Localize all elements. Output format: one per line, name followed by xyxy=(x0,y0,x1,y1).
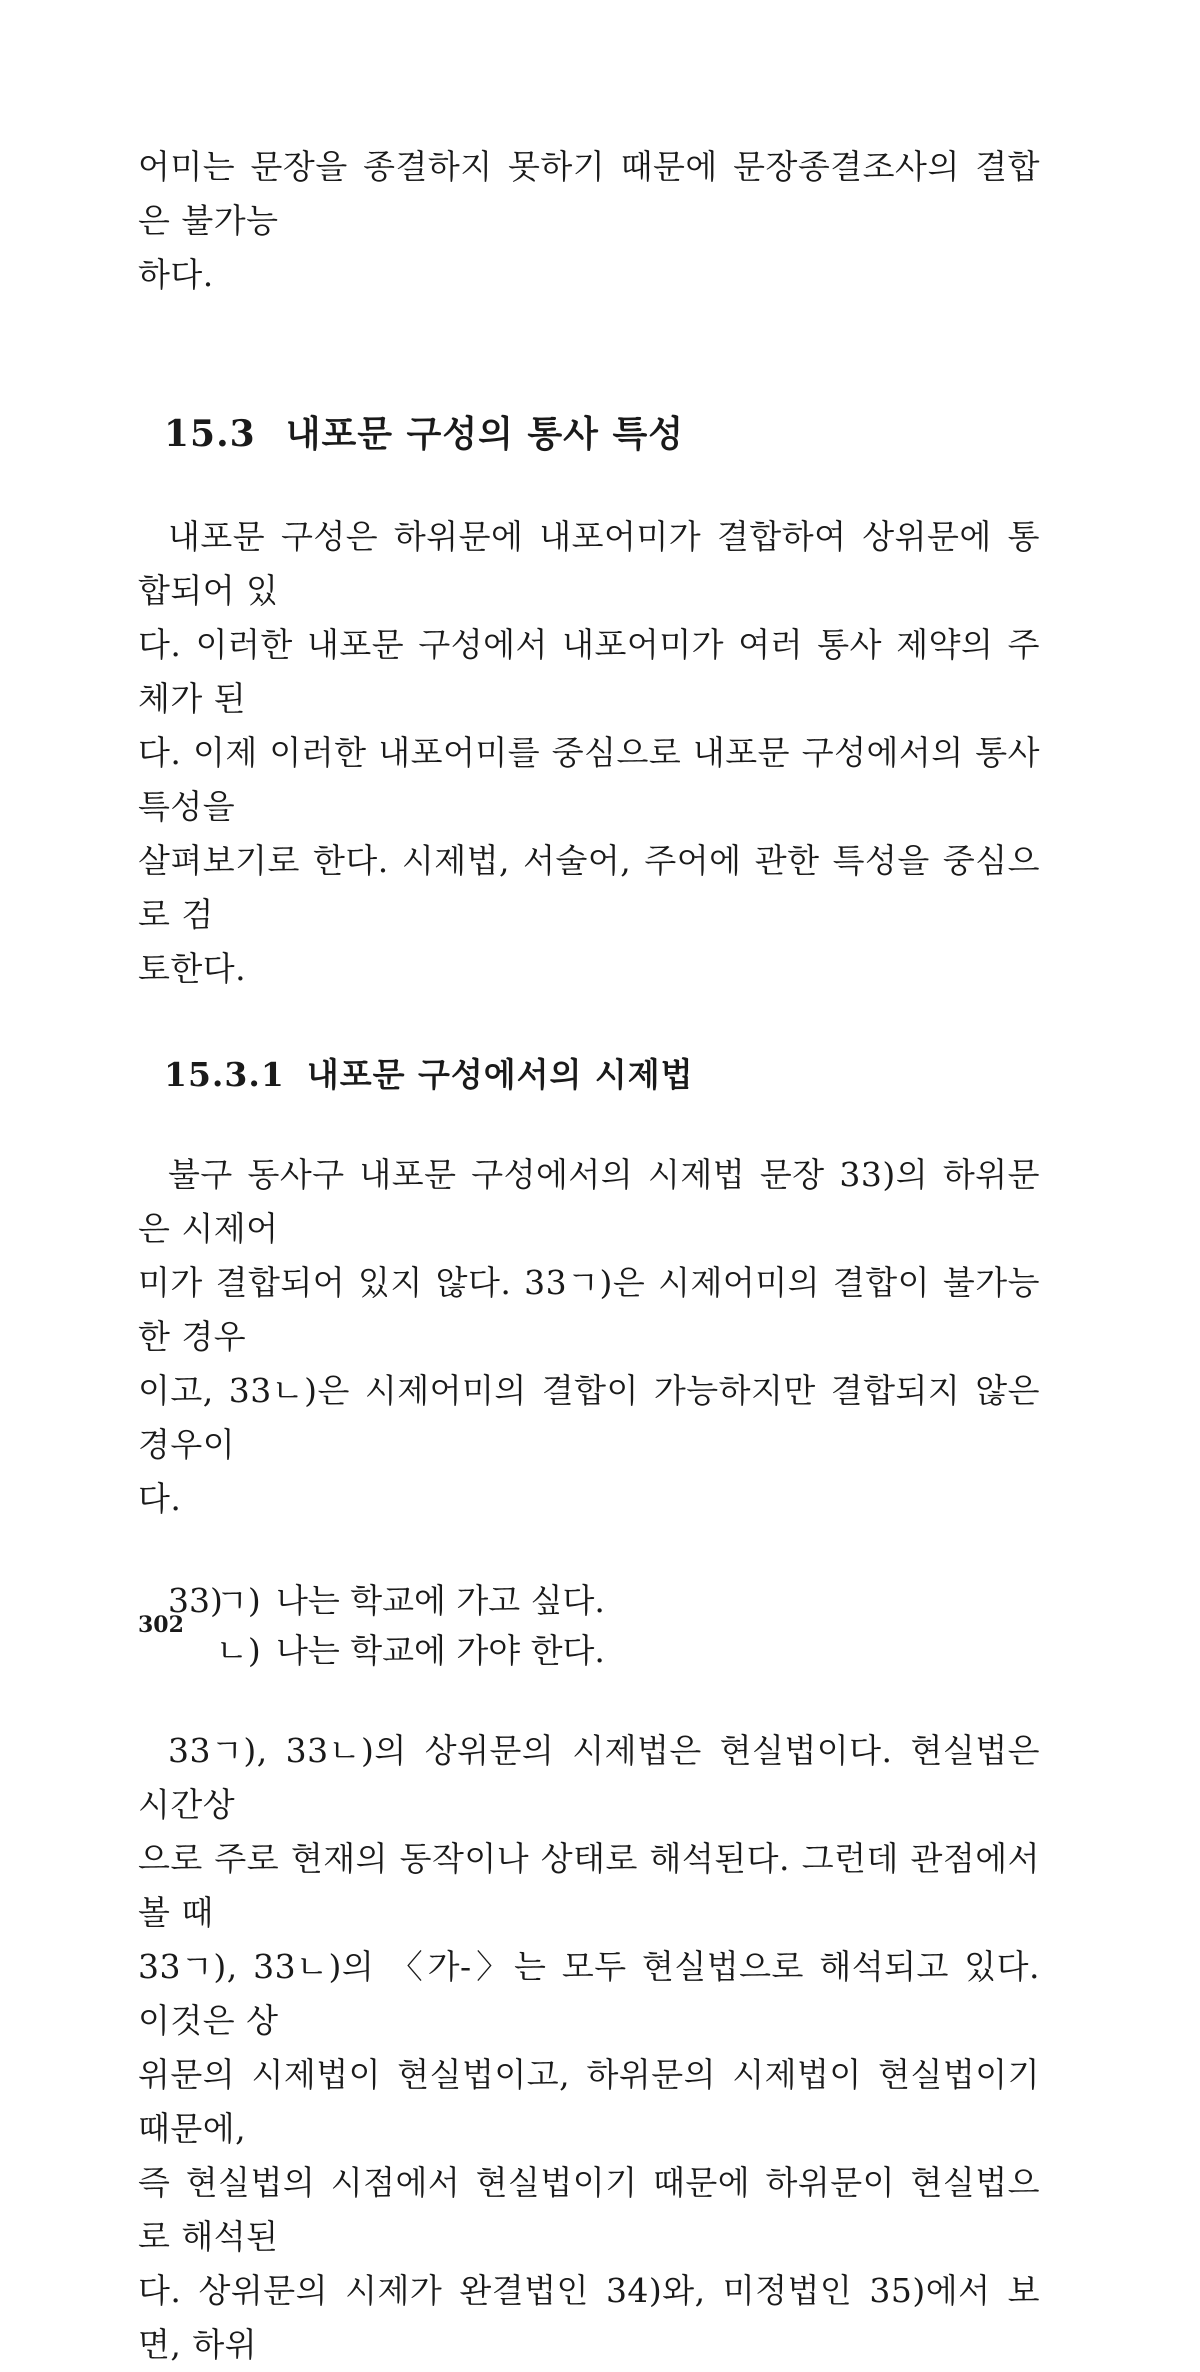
section-title: 내포문 구성의 통사 특성 xyxy=(285,413,685,455)
text-line: 하다. xyxy=(138,255,214,294)
example-text: 나는 학교에 가야 한다. xyxy=(276,1631,605,1670)
text-line: 33ㄱ), 33ㄴ)의 〈가-〉는 모두 현실법으로 해석되고 있다. 이것은 상 xyxy=(138,1947,1040,2040)
subsection-title: 내포문 구성에서의 시제법 xyxy=(306,1055,694,1094)
page-number: 302 xyxy=(138,1612,184,1638)
section-number: 15.3 xyxy=(164,413,256,455)
example-number: 33) xyxy=(168,1581,223,1620)
continuation-paragraph xyxy=(138,140,1040,302)
text-line: 토한다. xyxy=(138,949,247,988)
text-line: 불구 동사구 내포문 구성에서의 시제법 문장 33)의 하위문은 시제어 xyxy=(138,1155,1040,1248)
paragraph-1 xyxy=(138,1148,1040,1526)
text-line: 다. xyxy=(138,1479,182,1518)
text-line: 다. 상위문의 시제가 완결법인 34)와, 미정법인 35)에서 보면, 하위 xyxy=(138,2271,1040,2364)
text-line: 어미는 문장을 종결하지 못하기 때문에 문장종결조사의 결합은 불가능 xyxy=(138,147,1040,240)
section-heading xyxy=(138,410,1040,458)
subsection-heading xyxy=(138,1052,1040,1098)
page-body xyxy=(138,140,1040,2372)
text-line: 33ㄱ), 33ㄴ)의 상위문의 시제법은 현실법이다. 현실법은 시간상 xyxy=(138,1731,1040,1824)
intro-paragraph xyxy=(138,510,1040,996)
example-mark: ㄴ) xyxy=(216,1631,261,1670)
text-line: 다. 이제 이러한 내포어미를 중심으로 내포문 구성에서의 통사 특성을 xyxy=(138,733,1040,826)
example-row xyxy=(168,1626,1040,1676)
text-line: 으로 주로 현재의 동작이나 상태로 해석된다. 그런데 관점에서 볼 때 xyxy=(138,1839,1040,1932)
example-row xyxy=(168,1576,1040,1626)
example-33 xyxy=(138,1576,1040,1676)
example-mark: ㄱ) xyxy=(216,1581,261,1620)
text-line: 다. 이러한 내포문 구성에서 내포어미가 여러 통사 제약의 주체가 된 xyxy=(138,625,1040,718)
paragraph-2 xyxy=(138,1724,1040,2372)
text-line: 이고, 33ㄴ)은 시제어미의 결합이 가능하지만 결합되지 않은 경우이 xyxy=(138,1371,1040,1464)
subsection-number: 15.3.1 xyxy=(164,1055,285,1094)
text-line: 내포문 구성은 하위문에 내포어미가 결합하여 상위문에 통합되어 있 xyxy=(138,517,1040,610)
text-line: 미가 결합되어 있지 않다. 33ㄱ)은 시제어미의 결합이 불가능한 경우 xyxy=(138,1263,1040,1356)
text-line: 위문의 시제법이 현실법이고, 하위문의 시제법이 현실법이기 때문에, xyxy=(138,2055,1040,2148)
example-text: 나는 학교에 가고 싶다. xyxy=(276,1581,605,1620)
text-line: 살펴보기로 한다. 시제법, 서술어, 주어에 관한 특성을 중심으로 검 xyxy=(138,841,1040,934)
text-line: 즉 현실법의 시점에서 현실법이기 때문에 하위문이 현실법으로 해석된 xyxy=(138,2163,1040,2256)
